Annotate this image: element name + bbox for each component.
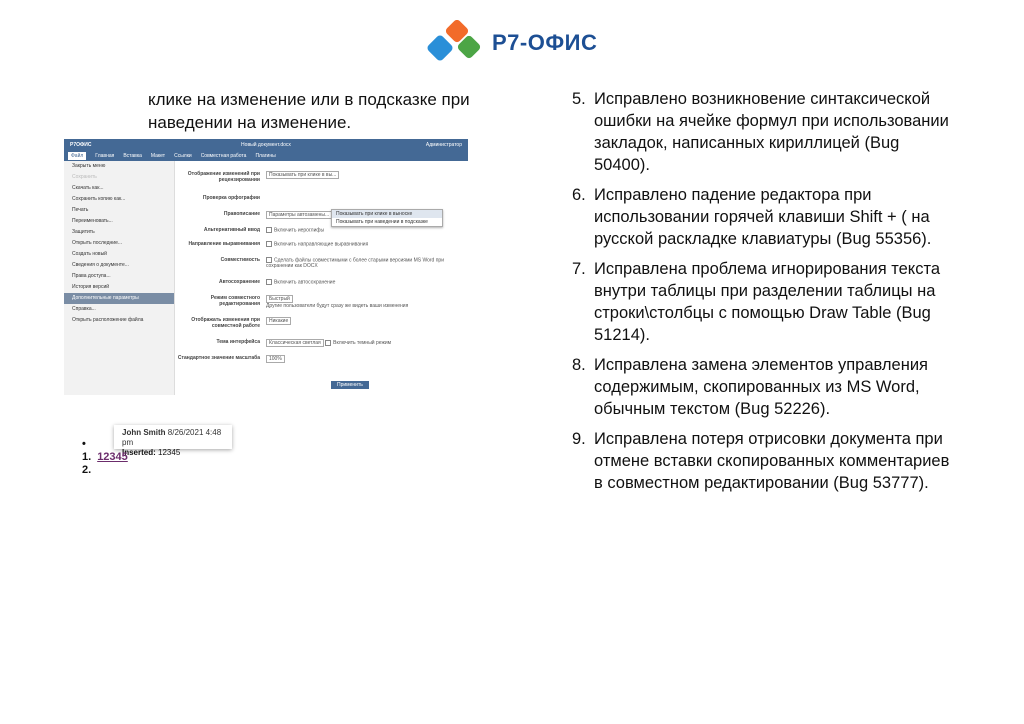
setting-value xyxy=(266,195,467,201)
menu-item[interactable]: Права доступа... xyxy=(72,273,111,279)
settings-panel xyxy=(175,161,468,395)
tab-plugins[interactable]: Плагины xyxy=(255,152,276,159)
setting-row xyxy=(175,257,467,269)
setting-label: Направление выравнивания xyxy=(188,241,260,247)
tooltip-author: John Smith xyxy=(122,428,166,437)
setting-label: Автосохранение xyxy=(219,279,260,285)
menu-item[interactable]: Открыть последние... xyxy=(72,240,123,246)
left-paragraph-line: наведении на изменение. xyxy=(148,113,352,132)
logo-mark-icon xyxy=(424,20,486,66)
checkbox[interactable] xyxy=(266,227,272,233)
list-bullet: • xyxy=(82,438,86,450)
fix-item xyxy=(572,184,952,250)
tooltip-content: 12345 xyxy=(158,448,181,457)
fix-number: 9. xyxy=(572,430,586,448)
left-paragraph-line: клике на изменение или в подсказке при xyxy=(148,90,470,109)
tab-references[interactable]: Ссылки xyxy=(174,152,192,159)
logo-text: Р7-ОФИС xyxy=(492,30,598,55)
list-number: 2. xyxy=(82,464,92,476)
fix-text: Исправлена потеря отрисовки документа при отмене вставки скопированных комментариев в совместном редактировании (Bug 53777). xyxy=(594,430,950,492)
numbered-list xyxy=(82,438,128,477)
fix-text: Исправлена проблема игнорирования текста внутри таблицы при разделении таблицы на строки\столбцы с помощью Draw Table (Bug 51214). xyxy=(594,260,940,344)
setting-label: Проверка орфографии xyxy=(202,195,260,201)
dropdown-option[interactable]: Показывать при клике в выноске xyxy=(332,210,442,218)
file-menu xyxy=(64,161,175,395)
setting-label: Тема интерфейса xyxy=(216,339,260,345)
menu-item[interactable]: Создать новый xyxy=(72,251,107,257)
menu-item[interactable]: Защитить xyxy=(72,229,95,235)
embedded-screenshot xyxy=(64,139,468,395)
user-name: Администратор xyxy=(425,141,462,148)
fix-text: Исправлена замена элементов управления содержимым, скопированных из MS Word, обычным текстом (Bug 52226). xyxy=(594,356,928,418)
tooltip-date: 8/26/2021 4:48 pm xyxy=(122,428,222,447)
menu-item[interactable]: Скачать как... xyxy=(72,185,104,191)
review-display-select[interactable]: Показывать при клике в вы... xyxy=(266,171,339,179)
setting-row xyxy=(175,295,467,309)
review-display-dropdown xyxy=(331,209,443,227)
setting-value: Включить направляющие выравнивания xyxy=(274,241,369,248)
list-item xyxy=(82,451,128,464)
fix-number: 8. xyxy=(572,356,586,374)
setting-label: Режим совместного редактирования xyxy=(210,295,260,307)
app-title-bar xyxy=(64,139,468,150)
setting-row xyxy=(175,339,467,347)
fix-list xyxy=(572,88,952,502)
menu-item[interactable]: История версий xyxy=(72,284,110,290)
menu-item-advanced[interactable]: Дополнительные параметры xyxy=(64,293,174,304)
list-item xyxy=(82,464,128,477)
setting-label: Стандартное значение масштаба xyxy=(177,355,260,361)
setting-label: Отображать изменения при совместной работе xyxy=(191,317,260,329)
setting-row xyxy=(175,317,467,329)
setting-row xyxy=(175,241,467,247)
tooltip-body xyxy=(122,448,224,458)
checkbox[interactable] xyxy=(266,241,272,247)
tooltip-action: Inserted: xyxy=(122,448,156,457)
coedit-mode-select[interactable]: Быстрый xyxy=(266,295,293,303)
fix-item xyxy=(572,354,952,420)
setting-value: Сделать файлы совместимыми с более старыми версиями MS Word при сохранении как DOCX xyxy=(266,257,444,270)
setting-value: Включить автосохранение xyxy=(274,279,336,286)
autocorrect-button[interactable]: Параметры автозамены... xyxy=(266,211,332,219)
tooltip-header xyxy=(122,428,224,448)
setting-row xyxy=(175,171,467,183)
list-number: 1. xyxy=(82,451,92,463)
dark-doc-label: Включить темный режим xyxy=(333,340,392,346)
menu-item[interactable]: Переименовать... xyxy=(72,218,113,224)
checkbox[interactable] xyxy=(266,279,272,285)
coedit-hint: Другие пользователи будут сразу же видеть ваши изменения xyxy=(266,303,409,309)
fix-text: Исправлено падение редактора при использовании горячей клавиши Shift + ( на русской раскладке клавиатуры (Bug 55356). xyxy=(594,186,932,248)
menu-item[interactable]: Открыть расположение файла xyxy=(72,317,144,323)
menu-item[interactable]: Справка... xyxy=(72,306,96,312)
app-brand: Р7ОФИС xyxy=(70,141,92,148)
setting-row xyxy=(175,355,467,363)
menu-item[interactable]: Печать xyxy=(72,207,89,213)
change-tooltip xyxy=(114,425,232,457)
checkbox[interactable] xyxy=(266,257,272,263)
fix-text: Исправлено возникновение синтаксической ошибки на ячейке формул при использовании закладок, написанных кириллицей (Bug 50400). xyxy=(594,90,949,174)
setting-label: Альтернативный ввод xyxy=(203,227,260,233)
setting-row xyxy=(175,195,467,201)
coedit-changes-select[interactable]: Никакие xyxy=(266,317,291,325)
menu-item[interactable]: Сохранить копию как... xyxy=(72,196,126,202)
tab-home[interactable]: Главная xyxy=(95,152,115,159)
inserted-change-link[interactable]: 12345 xyxy=(97,451,128,463)
setting-row xyxy=(175,279,467,285)
ribbon-tabs xyxy=(64,150,468,161)
fix-number: 7. xyxy=(572,260,586,278)
logo xyxy=(424,20,597,66)
fix-item xyxy=(572,258,952,346)
tab-file[interactable]: Файл xyxy=(68,152,86,160)
setting-label: Отображение изменений при рецензировании xyxy=(187,171,260,183)
fix-item xyxy=(572,88,952,176)
apply-button[interactable]: Применить xyxy=(331,381,369,389)
setting-row xyxy=(175,227,467,233)
tab-insert[interactable]: Вставка xyxy=(123,152,142,159)
setting-label: Правописание xyxy=(223,211,260,217)
fix-number: 6. xyxy=(572,186,586,204)
setting-label: Совместимость xyxy=(220,257,260,263)
left-paragraph xyxy=(148,88,488,134)
fix-item xyxy=(572,428,952,494)
menu-item[interactable]: Сохранить xyxy=(72,174,97,180)
tab-layout[interactable]: Макет xyxy=(150,152,166,159)
setting-value: Включить иероглифы xyxy=(274,227,325,234)
fix-number: 5. xyxy=(572,90,586,108)
menu-item[interactable]: Закрыть меню xyxy=(72,163,106,169)
menu-item[interactable]: Сведения о документе... xyxy=(72,262,129,268)
theme-select[interactable]: Классическая светлая xyxy=(266,339,324,347)
zoom-select[interactable]: 100% xyxy=(266,355,285,363)
tab-collaboration[interactable]: Совместная работа xyxy=(200,152,247,159)
doc-title: Новый документ.docx xyxy=(241,141,291,148)
dropdown-option[interactable]: Показывать при наведении в подсказке xyxy=(336,219,428,225)
checkbox[interactable] xyxy=(325,340,331,346)
